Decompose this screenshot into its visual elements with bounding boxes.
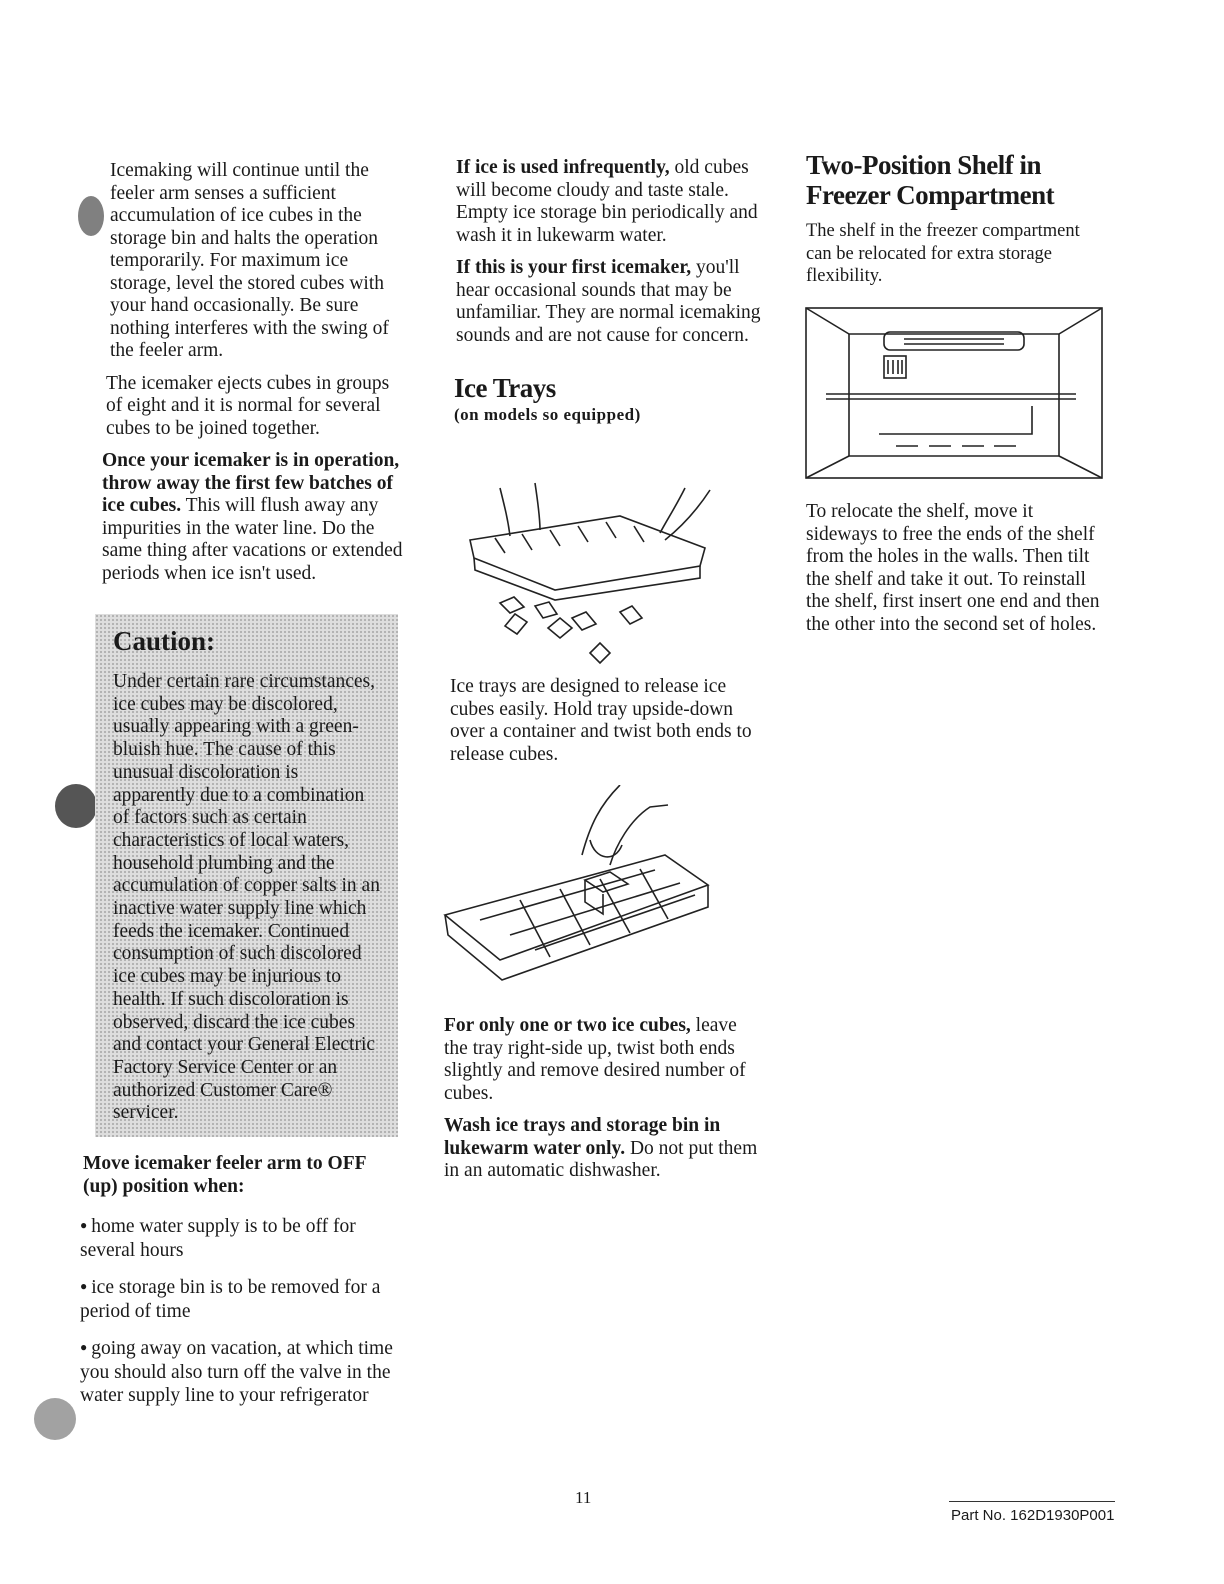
- caution-box: [95, 614, 398, 1137]
- first-icemaker-bold: If this is your first icemaker,: [456, 257, 692, 278]
- punch-hole-mark: [34, 1398, 76, 1440]
- feeler-arm-heading: Move icemaker feeler arm to OFF (up) position when:: [83, 1153, 366, 1197]
- bullet-icon: ●: [80, 1340, 88, 1354]
- one-two-cubes-bold: For only one or two ice cubes,: [444, 1015, 691, 1036]
- one-two-cubes-text: leave the tray right-side up, twist both ends slightly and remove desired number of cubes.: [444, 1015, 746, 1104]
- bullet-item: [80, 1336, 400, 1408]
- ice-tray-twist-illustration: [460, 478, 720, 673]
- infrequent-use-text: old cubes will become cloudy and taste stale. Empty ice storage bin periodically and wash it in lukewarm water.: [456, 157, 758, 246]
- caution-title: Caution:: [113, 626, 216, 656]
- middle-column: [447, 157, 762, 425]
- freezer-shelf-illustration: [804, 306, 1104, 481]
- ice-tray-release-paragraph: Ice trays are designed to release ice cubes easily. Hold tray upside-down over a container and twist both ends to release cubes.: [450, 676, 752, 765]
- wash-trays-text: Do not put them in an automatic dishwasher.: [444, 1137, 758, 1181]
- bullet-icon: ●: [80, 1218, 88, 1232]
- shelf-section-title: Two-Position Shelf in Freezer Compartment: [806, 150, 1055, 210]
- bullet-text: ice storage bin is to be removed for a period of time: [80, 1277, 381, 1322]
- ice-tray-remove-cube-illustration: [440, 785, 715, 990]
- first-batches-paragraph: [100, 450, 405, 585]
- feeler-arm-section: [80, 1153, 400, 1421]
- shelf-intro-paragraph: The shelf in the freezer compartment can be relocated for extra storage flexibility.: [806, 221, 1080, 286]
- page-number: 11: [575, 1488, 592, 1507]
- one-two-cubes-paragraph: [444, 1015, 762, 1105]
- left-column: [100, 160, 405, 595]
- infrequent-use-paragraph: [447, 157, 762, 247]
- wash-trays-paragraph: [444, 1115, 762, 1183]
- feeler-arm-paragraph: Icemaking will continue until the feeler arm senses a sufficient accumulation of ice cubes in the storage bin and halts the operation temporarily. For maximum ice storage, level the stored cubes with your hand occasionally. Be sure nothing interferes with the swing of the feeler arm.: [110, 160, 389, 361]
- ice-trays-subtitle: (on models so equipped): [454, 405, 641, 424]
- ice-trays-title: Ice Trays: [454, 373, 556, 403]
- punch-hole-mark: [55, 784, 97, 828]
- right-column: [806, 150, 1106, 298]
- shelf-relocate-paragraph: To relocate the shelf, move it sideways to free the ends of the shelf from the holes in the walls. Then tilt the shelf and take it out. To reinstall the shelf, first insert one end and then the other into the second set of holes.: [806, 501, 1100, 635]
- shelf-instructions-block: [806, 501, 1106, 646]
- part-number: Part No. 162D1930P001: [951, 1507, 1115, 1524]
- bullet-text: going away on vacation, at which time you should also turn off the valve in the water supply line to your refrigerator: [80, 1338, 393, 1406]
- first-batches-bold: Once your icemaker is in operation, throw away the first few batches of ice cubes.: [102, 450, 400, 516]
- ice-tray-text-block: [450, 676, 760, 776]
- wash-trays-bold: Wash ice trays and storage bin in lukewarm water only.: [444, 1115, 721, 1159]
- bullet-text: home water supply is to be off for several hours: [80, 1216, 356, 1261]
- bullet-icon: ●: [80, 1279, 88, 1293]
- ice-tray-lower-text: [444, 1015, 762, 1193]
- first-icemaker-text: you'll hear occasional sounds that may be unfamiliar. They are normal icemaking sounds and are not cause for concern.: [456, 257, 761, 346]
- first-batches-text: This will flush away any impurities in the water line. Do the same thing after vacations or extended periods when ice isn't used.: [102, 495, 403, 584]
- part-number-rule: [949, 1501, 1115, 1502]
- eject-cubes-paragraph: The icemaker ejects cubes in groups of eight and it is normal for several cubes to be joined together.: [106, 372, 390, 439]
- bullet-item: [80, 1214, 400, 1262]
- caution-body: Under certain rare circumstances, ice cubes may be discolored, usually appearing with a green-bluish hue. The cause of this unusual discoloration is apparently due to a combination of factors such as certain characteristics of local waters, household plumbing and the accumulation of copper salts in an inactive water supply line which feeds the icemaker. Continued consumption of such discolored ice cubes may be injurious to health. If such discoloration is observed, discard the ice cubes and contact your General Electric Factory Service Center or an authorized Customer Care® servicer.: [113, 671, 380, 1124]
- first-icemaker-paragraph: [447, 257, 762, 347]
- infrequent-use-bold: If ice is used infrequently,: [456, 157, 670, 178]
- bullet-item: [80, 1275, 400, 1323]
